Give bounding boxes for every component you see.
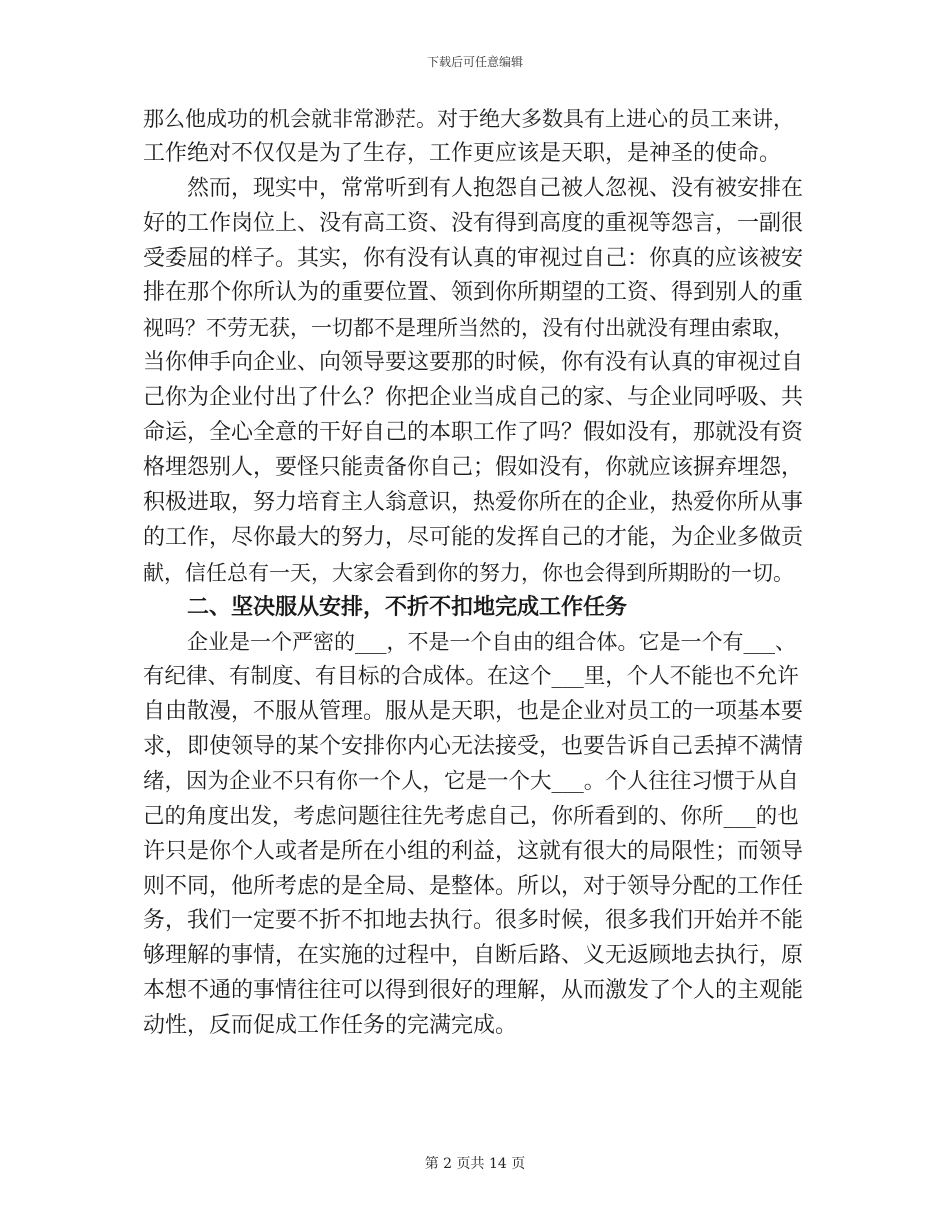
text-line: 绪，因为企业不只有你一个人，它是一个大___。个人往往习惯于从自 xyxy=(143,768,799,794)
text-line: 己的角度出发，考虑问题往往先考虑自己，你所看到的、你所___的也 xyxy=(143,803,799,829)
text-line: 务，我们一定要不折不扣地去执行。很多时候，很多我们开始并不能 xyxy=(143,908,804,934)
text-line: 求，即使领导的某个安排你内心无法接受，也要告诉自己丢掉不满情 xyxy=(143,734,804,760)
text-line: 当你伸手向企业、向领导要这要那的时候，你有没有认真的审视过自 xyxy=(143,350,804,376)
text-line: 献，信任总有一天，大家会看到你的努力，你也会得到所期盼的一切。 xyxy=(143,560,794,585)
text-line: 则不同，他所考虑的是全局、是整体。所以，对于领导分配的工作任 xyxy=(143,873,804,899)
text-line: 的工作，尽你最大的努力，尽可能的发挥自己的才能，为企业多做贡 xyxy=(143,524,804,550)
text-line: 自由散漫，不服从管理。服从是天职，也是企业对员工的一项基本要 xyxy=(143,699,804,725)
text-line: 积极进取，努力培育主人翁意识，热爱你所在的企业，热爱你所从事 xyxy=(143,489,804,515)
text-line: 企业是一个严密的___，不是一个自由的组合体。它是一个有___、 xyxy=(187,630,796,655)
text-line: 本想不通的事情往往可以得到很好的理解，从而激发了个人的主观能 xyxy=(143,978,804,1004)
text-line: 视吗？不劳无获，一切都不是理所当然的，没有付出就没有理由索取， xyxy=(143,316,794,341)
text-line: 然而，现实中，常常听到有人抱怨自己被人忽视、没有被安排在 xyxy=(187,175,804,201)
text-line: 工作绝对不仅仅是为了生存，工作更应该是天职，是神圣的使命。 xyxy=(143,140,782,166)
section-heading: 二、坚决服从安排，不折不扣地完成工作任务 xyxy=(187,594,628,621)
document-body xyxy=(143,102,809,1044)
text-line: 受委屈的样子。其实，你有没有认真的审视过自己：你真的应该被安 xyxy=(143,245,804,271)
text-line: 动性，反而促成工作任务的完满完成。 xyxy=(143,1013,518,1039)
text-line: 有纪律、有制度、有目标的合成体。在这个___里，个人不能也不允许 xyxy=(143,664,799,690)
page-header: 下载后可任意编辑 xyxy=(426,55,523,69)
text-line: 格埋怨别人，要怪只能责备你自己；假如没有，你就应该摒弃埋怨， xyxy=(143,454,804,480)
text-line: 够理解的事情，在实施的过程中，自断后路、义无返顾地去执行，原 xyxy=(143,943,804,969)
text-line: 己你为企业付出了什么？你把企业当成自己的家、与企业同呼吸、共 xyxy=(143,385,804,411)
text-line: 排在那个你所认为的重要位置、领到你所期望的工资、得到别人的重 xyxy=(143,280,804,306)
text-line: 那么他成功的机会就非常渺茫。对于绝大多数具有上进心的员工来讲， xyxy=(143,107,794,131)
text-line: 命运，全心全意的干好自己的本职工作了吗？假如没有，那就没有资 xyxy=(143,420,804,446)
page-footer: 第 2 页共 14 页 xyxy=(424,1156,526,1172)
text-line: 许只是你个人或者是所在小组的利益，这就有很大的局限性；而领导 xyxy=(143,838,804,864)
text-line: 好的工作岗位上、没有高工资、没有得到高度的重视等怨言，一副很 xyxy=(143,210,804,236)
